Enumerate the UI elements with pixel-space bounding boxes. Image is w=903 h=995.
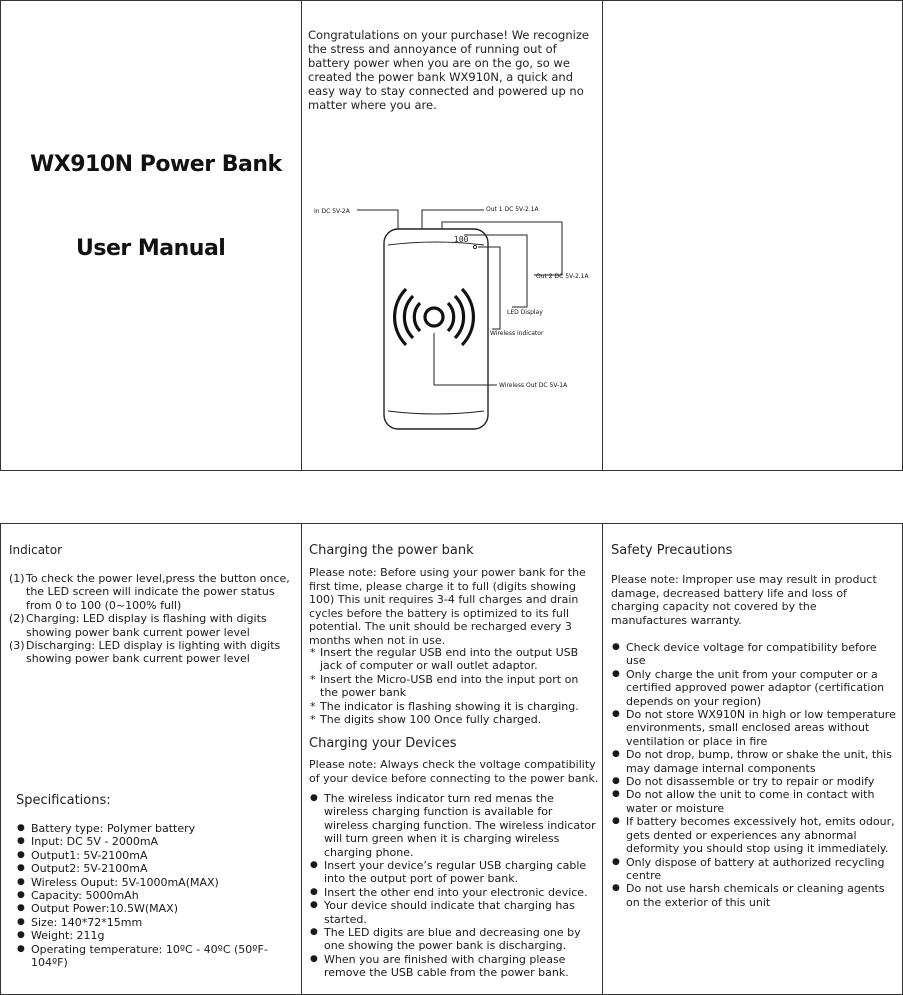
- device-charging-item: ● Your device should indicate that charging has started.: [309, 899, 599, 926]
- indicator-list: [9, 572, 297, 666]
- safety-item: ● Do not disassemble or try to repair or modify: [611, 775, 899, 788]
- safety-item: ● Do not allow the unit to come in contact with water or moisture: [611, 788, 899, 815]
- blank-panel: [602, 0, 903, 471]
- label-out2: Out 2 DC 5V-2.1A: [536, 273, 589, 280]
- device-charging-item: ● The wireless indicator turn red menas the wireless charging function is available for wireless charging function. The wireless indicator will turn green when it is charging wireless charging phone.: [309, 792, 599, 859]
- safety-list: [611, 641, 899, 909]
- label-out1: Out 1 DC 5V-2.1A: [486, 206, 539, 213]
- spec-item: ● Wireless Ouput: 5V-1000mA(MAX): [16, 876, 300, 889]
- charging-bank-steps: [310, 646, 598, 726]
- intro-text: Congratulations on your purchase! We recognize the stress and annoyance of running out of battery power when you are on the go, so we created the power bank WX910N, a quick and easy way to stay connected and powered up no matter where you are.: [308, 28, 589, 112]
- indicator-item-text: Charging: LED display is flashing with digits showing power bank current power level: [26, 612, 267, 639]
- device-charging-item: ● When you are finished with charging please remove the USB cable from the power bank.: [309, 953, 599, 980]
- charging-bank-note: Please note: Before using your power bank for the first time, please charge it to full (digits showing 100) This unit requires 3-4 full charges and drain cycles before the battery is optimized to its full potential. The unit should be recharged every 3 months when not in use.: [309, 566, 586, 647]
- charging-devices-list: [309, 792, 599, 980]
- spec-item: ● Operating temperature: 10ºC - 40ºC (50ºF-104ºF): [16, 943, 300, 970]
- device-bottom-bezel: [388, 411, 484, 414]
- safety-item: ● Do not use harsh chemicals or cleaning agents on the exterior of this unit: [611, 882, 899, 909]
- spec-item: ● Size: 140*72*15mm: [16, 916, 300, 929]
- indicator-item: [9, 639, 297, 666]
- indicator-heading: Indicator: [9, 543, 63, 557]
- power-bank-diagram: [302, 195, 602, 445]
- safety-heading: Safety Precautions: [611, 543, 733, 558]
- led-digits: 100: [454, 235, 469, 244]
- indicator-item: [9, 612, 297, 639]
- indicator-item-number: (3): [9, 639, 25, 653]
- safety-item: ● If battery becomes excessively hot, emits odour, gets dented or experiences any abnormal deformity you should stop using it immediately.: [611, 815, 899, 855]
- label-led-display: LED Display: [507, 309, 543, 316]
- safety-item: ● Check device voltage for compatibility before use: [611, 641, 899, 668]
- wireless-indicator-dot: [473, 245, 476, 248]
- charging-step: * The digits show 100 Once fully charged.: [310, 713, 598, 726]
- spec-item: ● Output1: 5V-2100mA: [16, 849, 300, 862]
- safety-note: Please note: Improper use may result in product damage, decreased battery life and loss of charging capacity not covered by the manufactures warranty.: [611, 573, 877, 627]
- specs-list: [16, 822, 300, 969]
- charging-devices-heading: Charging your Devices: [309, 736, 457, 751]
- charging-step: * Insert the Micro-USB end into the input port on the power bank: [310, 673, 598, 700]
- label-wireless-out: Wireless Out DC 5V-1A: [499, 382, 568, 389]
- leader-indicator: [478, 247, 500, 329]
- label-wireless-indicator: Wireless indicator: [490, 330, 544, 337]
- device-charging-item: ● The LED digits are blue and decreasing one by one showing the power bank is discharging.: [309, 926, 599, 953]
- indicator-item-number: (2): [9, 612, 25, 626]
- device-top-bezel: [388, 242, 484, 245]
- safety-item: ● Do not store WX910N in high or low temperature environments, small enclosed areas without ventilation or place in fire: [611, 708, 899, 748]
- indicator-item-number: (1): [9, 572, 25, 585]
- leader-in-dc: [357, 210, 398, 229]
- cover-title: WX910N Power Bank: [30, 152, 282, 177]
- cover-subtitle: User Manual: [76, 236, 226, 261]
- charging-step: * Insert the regular USB end into the output USB jack of computer or wall outlet adaptor.: [310, 646, 598, 673]
- leader-out2: [442, 222, 562, 275]
- safety-item: ● Only charge the unit from your computer or a certified approved power adaptor (certification depends on your region): [611, 668, 899, 708]
- safety-item: ● Do not drop, bump, throw or shake the unit, this may damage internal components: [611, 748, 899, 775]
- charging-bank-heading: Charging the power bank: [309, 543, 474, 558]
- indicator-item-text: To check the power level,press the button once, the LED screen will indicate the power status from 0 to 100 (0~100% full): [26, 572, 290, 612]
- device-charging-item: ● Insert your device’s regular USB charging cable into the output port of power bank.: [309, 859, 599, 886]
- spec-item: ● Capacity: 5000mAh: [16, 889, 300, 902]
- safety-item: ● Only dispose of battery at authorized recycling centre: [611, 856, 899, 883]
- spec-item: ● Weight: 211g: [16, 929, 300, 942]
- label-in-dc: In DC 5V-2A: [314, 208, 350, 215]
- indicator-item-text: Discharging: LED display is lighting with digits showing power bank current power level: [26, 639, 281, 666]
- spec-item: ● Output2: 5V-2100mA: [16, 862, 300, 875]
- charging-step: * The indicator is flashing showing it is charging.: [310, 700, 598, 713]
- leader-out1: [422, 210, 484, 229]
- spec-item: ● Input: DC 5V - 2000mA: [16, 835, 300, 848]
- spec-item: ● Output Power:10.5W(MAX): [16, 902, 300, 915]
- device-charging-item: ● Insert the other end into your electronic device.: [309, 886, 599, 899]
- indicator-item: [9, 572, 297, 612]
- charging-devices-note: Please note: Always check the voltage compatibility of your device before connecting to the power bank.: [309, 758, 599, 785]
- spec-item: ● Battery type: Polymer battery: [16, 822, 300, 835]
- specs-heading: Specifications:: [16, 793, 111, 808]
